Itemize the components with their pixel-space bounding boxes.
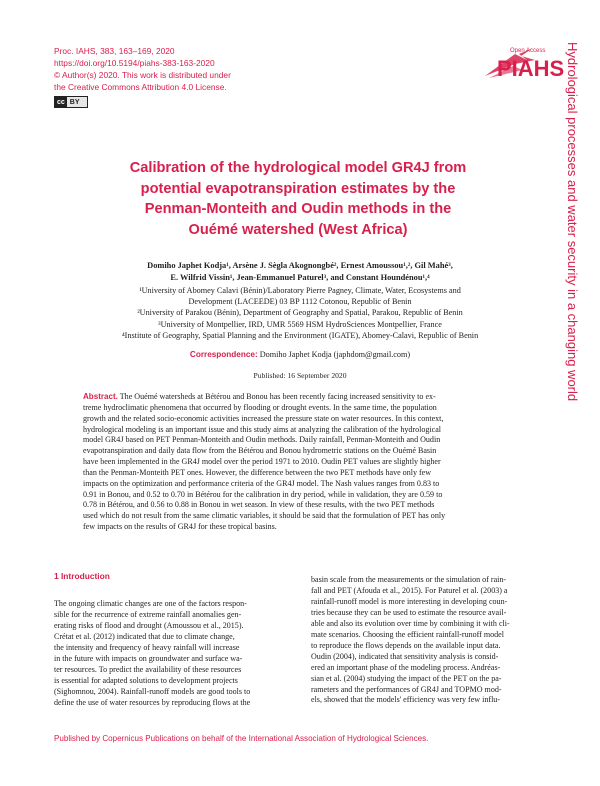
journal-citation: Proc. IAHS, 383, 163–169, 2020 [54, 46, 175, 56]
body-line: the intensity and frequency of heavy rainfall will increase [54, 642, 240, 652]
side-title-text: Hydrological processes and water security in a changing world [565, 42, 580, 402]
title-line: potential evapotranspiration estimates by the [140, 180, 456, 197]
correspondence [100, 350, 500, 359]
author-line: E. Wilfrid Vissin¹, Jean-Emmanuel Paturel³, and Constant Houndénou¹,⁴ [170, 272, 430, 282]
body-line: fall and PET (Afouda et al., 2015). For Paturel et al. (2003) a [311, 585, 508, 595]
body-line: in the future with impacts on groundwater and surface wa- [54, 653, 243, 663]
body-line: ter resources. To predict the availability of these resources [54, 664, 242, 674]
body-line: rainfall-runoff model is more interesting in developing coun- [311, 596, 508, 606]
body-line: mate scenarios. Choosing the efficient rainfall-runoff model [311, 629, 504, 639]
body-column-left [54, 599, 294, 709]
series-side-title [563, 42, 585, 402]
abstract-line: 0.91 in Bonou, and 0.52 to 0.70 in Bétérou for the calibration in dry period, while in validation, they are 0.59 to [83, 489, 443, 499]
body-line: tries because they can be used to estimate the resource avail- [311, 607, 507, 617]
body-line: The ongoing climatic changes are one of the factors respon- [54, 599, 247, 608]
abstract-line: used which do not result from the same climatic variables, it should be said that the formulation of PET has only [83, 511, 446, 521]
affiliation-line: ¹University of Abomey Calavi (Bénin)/Laboratory Pierre Pagney, Climate, Water, Ecosystems and [139, 286, 461, 295]
affiliation-line: ²University of Parakou (Bénin), Department of Geography and Spatial, Parakou, Republic of Benin [137, 308, 463, 318]
abstract-line: hydrological modeling is an important issue and this study aims at analyzing the calibration of the hydrological [83, 424, 442, 434]
affiliation-line: Development (LACEEDE) 03 BP 1112 Cotonou, Republic of Benin [188, 297, 412, 307]
correspondence-email[interactable]: Domiho Japhet Kodja (japhdom@gmail.com) [259, 350, 411, 359]
abstract-line: few impacts on the results of GR4J for these tropical basins. [83, 522, 277, 532]
abstract-line: model GR4J based on PET Penman-Monteith and Oudin methods. Daily rainfall, Penman-Monteith and Oudin [83, 435, 441, 445]
doi-link[interactable]: https://doi.org/10.5194/piahs-383-163-2020 [54, 58, 215, 68]
abstract-first-line: The Ouémé watersheds at Bétérou and Bonou has been recently facing increased sensitivity to ex- [119, 392, 436, 401]
abstract-line: evapotranspiration and daily data flow from the Bétérou and Bonou hydrometric stations on the Ouémé Basin [83, 446, 437, 456]
cc-by-label: BY [69, 98, 80, 106]
body-line: basin scale from the measurements or the simulation of rain- [311, 575, 507, 584]
title-line: Calibration of the hydrological model GR4J from [129, 160, 467, 176]
affiliation-line: ³University of Montpellier, IRD, UMR 5569 HSM HydroSciences Montpellier, France [158, 319, 442, 329]
published-date: Published: 16 September 2020 [253, 371, 347, 380]
paper-title [88, 158, 508, 240]
abstract-line: 0.78 in Bétérou, and 0.56 to 0.88 in Bonou in wet season. In view of these results, with the two PET methods [83, 500, 435, 510]
body-line: able and also its evolution over time by combining it with cli- [311, 618, 510, 628]
body-line: sian et al. (2004) studying the impact of the PET on the pa- [311, 673, 502, 683]
body-line: sible for the recurrence of extreme rainfall anomalies gen- [54, 609, 242, 619]
title-line: Ouémé watershed (West Africa) [188, 221, 408, 238]
piahs-logo-text: PIAHS [497, 56, 565, 81]
body-line: erating risks of flood and drought (Amoussou et al., 2015). [54, 620, 244, 630]
author-list [100, 260, 500, 283]
body-line: els, showed that the models' efficiency was very few influ- [311, 695, 501, 705]
body-line: Crétat et al. (2012) indicated that due to climate change, [54, 631, 235, 641]
abstract-line: than the Penman-Monteith PET ones. However, the difference between the two PET methods have only few [83, 467, 432, 477]
body-column-right [311, 575, 551, 706]
license-line: the Creative Commons Attribution 4.0 License. [54, 82, 227, 92]
abstract-line: have been implemented in the GR4J model over the period 1971 to 2010. Oudin PET values are slightly higher [83, 457, 441, 467]
copyright-line: © Author(s) 2020. This work is distributed under [54, 70, 231, 80]
creative-commons-icon: cc [57, 98, 65, 106]
abstract [83, 392, 519, 533]
abstract-label: Abstract. [83, 392, 118, 401]
affiliation-line: ⁴Institute of Geography, Spatial Planning and the Environment (IGATE), Abomey-Calavi, Republic of Benin [121, 330, 479, 340]
publisher-footer: Published by Copernicus Publications on behalf of the International Association of Hydrological Sciences. [54, 734, 429, 743]
title-line: Penman-Monteith and Oudin methods in the [144, 201, 452, 217]
affiliations [90, 285, 510, 341]
body-line: (Sighomnou, 2004). Rainfall-runoff models are good tools to [54, 686, 251, 696]
section-heading-introduction: 1 Introduction [54, 571, 110, 581]
body-line: ered an important phase of the modeling process. Andréas- [311, 662, 501, 672]
body-line: to reproduce the flows depends on the available input data. [311, 640, 501, 650]
author-line: Domiho Japhet Kodja¹, Arsène J. Sègla Akognongbé², Ernest Amoussou¹,², Gil Mahé³, [147, 261, 453, 270]
correspondence-label: Correspondence: [189, 350, 258, 359]
open-access-label: Open Access [510, 48, 546, 54]
abstract-line: treme hydroclimatic phenomena that occurred by flooding or drought events. In the same time, the population [83, 402, 437, 412]
body-line: define the use of water resources by reproducing flows at the [54, 697, 251, 707]
cc-by-badge[interactable] [54, 96, 88, 108]
body-line: is essential for adapted solutions to development projects [54, 675, 238, 685]
body-line: rameters and the performances of GR4J and TOPMO mod- [311, 684, 502, 694]
abstract-line: impacts on the optimization and performance criteria of the GR4J model. The Nash values ranges from 0.83 to [83, 478, 440, 488]
body-line: Oudin (2004), indicated that sensitivity analysis is consid- [311, 651, 499, 661]
abstract-line: growth and the related socio-economic activities increased the pressure state on water resources. In this context, [83, 413, 444, 423]
journal-header [54, 45, 231, 93]
